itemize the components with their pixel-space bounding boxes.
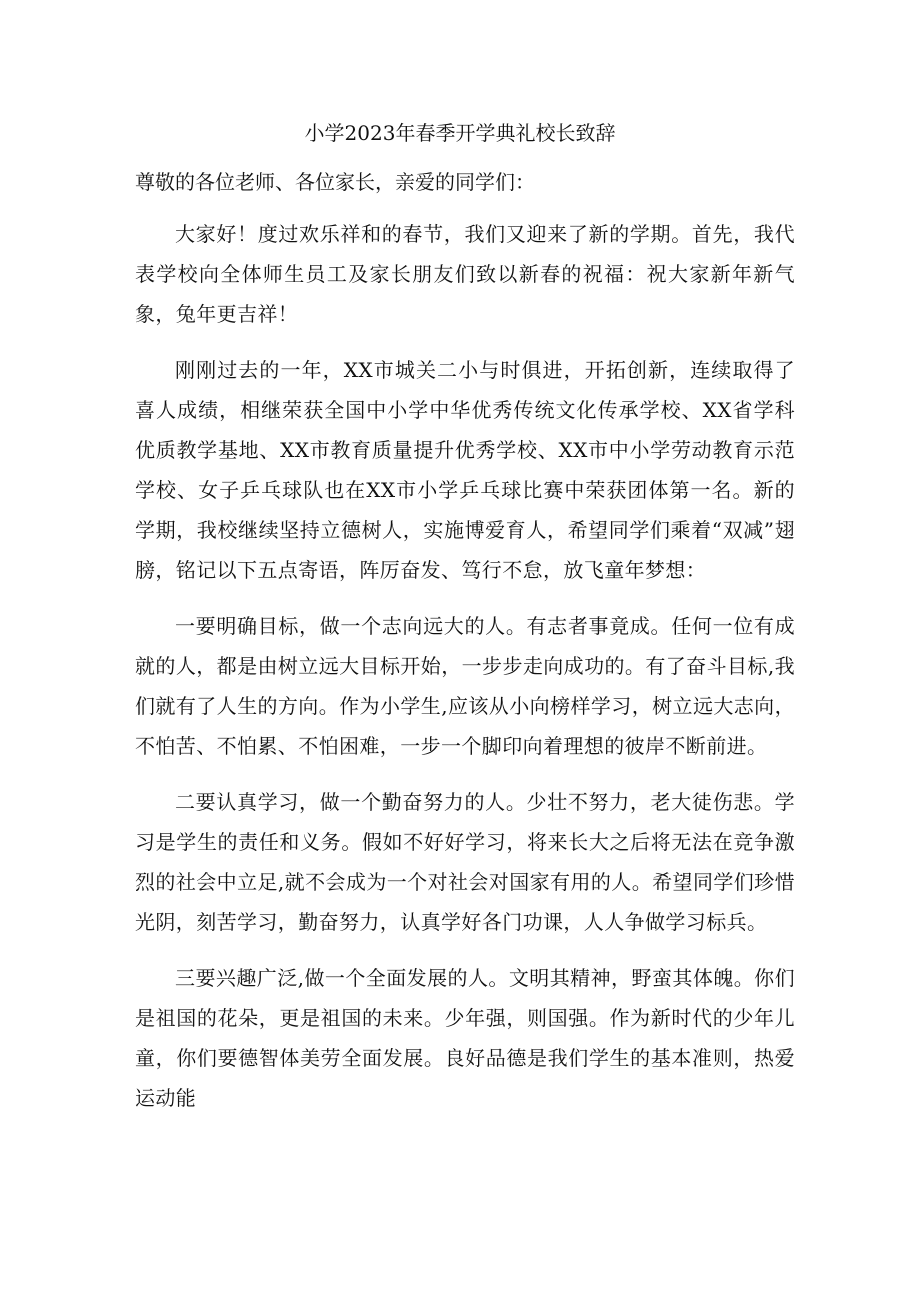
paragraph-greeting: 大家好！度过欢乐祥和的春节，我们又迎来了新的学期。首先，我代表学校向全体师生员工及家长朋友们致以新春的祝福：祝大家新年新气象，兔年更吉祥！ — [135, 222, 795, 326]
document-title: 小学2023年春季开学典礼校长致辞 — [304, 121, 616, 145]
paragraph-point-two: 二要认真学习，做一个勤奋努力的人。少壮不努力，老大徒伤悲。学习是学生的责任和义务。假如不好好学习，将来长大之后将无法在竞争激烈的社会中立足,就不会成为一个对社会对国家有用的人。希望同学们珍惜光阴，刻苦学习，勤奋努力，认真学好各门功课，人人争做学习标兵。 — [135, 790, 795, 934]
salutation: 尊敬的各位老师、各位家长，亲爱的同学们： — [135, 170, 535, 194]
paragraph-point-one: 一要明确目标，做一个志向远大的人。有志者事竟成。任何一位有成就的人，都是由树立远大目标开始，一步步走向成功的。有了奋斗目标,我们就有了人生的方向。作为小学生,应该从小向榜样学习，树立远大志向，不怕苦、不怕累、不怕困难，一步一个脚印向着理想的彼岸不断前进。 — [135, 614, 795, 758]
paragraph-point-three: 三要兴趣广泛,做一个全面发展的人。文明其精神，野蛮其体魄。你们是祖国的花朵，更是祖国的未来。少年强，则国强。作为新时代的少年儿童，你们要德智体美劳全面发展。良好品德是我们学生的基本准则，热爱运动能 — [135, 966, 795, 1110]
document-body — [135, 214, 795, 1134]
paragraph-achievements: 刚刚过去的一年，XX市城关二小与时俱进，开拓创新，连续取得了喜人成绩，相继荣获全国中小学中华优秀传统文化传承学校、XX省学科优质教学基地、XX市教育质量提升优秀学校、XX市中小学劳动教育示范学校、女子乒乓球队也在XX市小学乒乓球比赛中荣获团体第一名。新的学期，我校继续坚持立德树人，实施博爱育人，希望同学们乘着“双减”翅膀，铭记以下五点寄语，阵厉奋发、笃行不怠，放飞童年梦想： — [135, 358, 795, 582]
